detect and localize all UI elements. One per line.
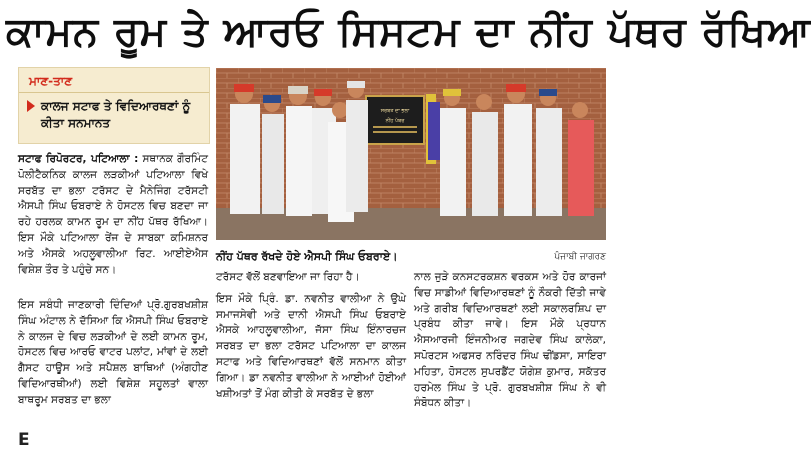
news-photo — [216, 68, 606, 240]
article-column-2 — [216, 270, 406, 402]
photo-credit: ਪੰਜਾਬੀ ਜਾਗਰਣ — [554, 252, 606, 262]
tag-divider — [19, 92, 209, 93]
plaque-line2: ਨੀਂਹ ਪੱਥਰ — [385, 118, 405, 124]
article-paragraph: ਟਰੱਸਟ ਵੱਲੋਂ ਬਣਵਾਇਆ ਜਾ ਰਿਹਾ ਹੈ। — [216, 271, 360, 283]
news-photo-illustration — [216, 68, 606, 240]
article-column-3 — [414, 270, 606, 412]
article-paragraph: ਨਾਲ ਜੁੜੇ ਕਨਸਟਰਕਸ਼ਨ ਵਰਕਸ ਅਤੇ ਹੋਰ ਕਾਰਜਾਂ ਵਿਚ ਸਾਡੀਆਂ ਵਿਦਿਆਰਥਣਾਂ ਨੂੰ ਨੌਕਰੀ ਦਿੱਤੀ ਜਾਵੇ ਅਤੇ ਗਰੀਬ ਵਿਦਿਆਰਥਣਾਂ ਲਈ ਸਕਾਲਰਸ਼ਿਪ ਦਾ ਪ੍ਰਬੰਧ ਕੀਤਾ ਜਾਵੇ। ਇਸ ਮੌਕੇ ਪ੍ਰਧਾਨ ਐਸਆਰਜੀ ਇੰਜਨੀਅਰ ਜਗਦੇਵ ਸਿੰਘ ਕਾਲੇਕਾ, ਸਪੋਰਟਸ ਅਫਸਰ ਨਰਿੰਦਰ ਸਿੰਘ ਢੀਂਡਸਾ, ਸਾਇਰਾ ਮਹਿਤਾ, ਹੋਸਟਲ ਸੁਪਰਡੈਂਟ ਯੋਗੇਸ਼ ਕੁਮਾਰ, ਸਕੱਤਰ ਹਰਮੇਲ ਸਿੰਘ ਤੇ ਪ੍ਰੋ. ਗੁਰਬਖਸ਼ੀਸ਼ ਸਿੰਘ ਨੇ ਵੀ ਸੰਬੋਧਨ ਕੀਤਾ। — [414, 271, 606, 410]
dateline: ਸਟਾਫ ਰਿਪੋਰਟਰ, ਪਟਿਆਲਾ : — [18, 153, 139, 165]
plaque-line1: ਸਰਬਤ ਦਾ ਭਲਾ — [380, 108, 410, 114]
tag-text: ਕਾਲਜ ਸਟਾਫ ਤੇ ਵਿਦਿਆਰਥਣਾਂ ਨੂੰ ਕੀਤਾ ਸਨਮਾਨਤ — [41, 99, 191, 130]
article-column-1 — [18, 298, 208, 409]
tag-box — [18, 67, 210, 144]
tag-label: ਮਾਣ-ਤਾਣ — [29, 74, 73, 88]
article-paragraph: ਇਸ ਸਬੰਧੀ ਜਾਣਕਾਰੀ ਦਿੰਦਿਆਂ ਪ੍ਰੋ.ਗੁਰਬਖਸ਼ੀਸ਼ ਸਿੰਘ ਅੰਟਾਲ ਨੇ ਦੱਸਿਆ ਕਿ ਐਸਪੀ ਸਿੰਘ ਓਬਰਾਏ ਨੇ ਕਾਲਜ ਦੇ ਵਿਚ ਲੜਕੀਆਂ ਦੇ ਲਈ ਕਾਮਨ ਰੂਮ, ਹੋਸਟਲ ਵਿਚ ਆਰਓ ਵਾਟਰ ਪਲਾਂਟ, ਮਾਂਵਾਂ ਦੇ ਲਈ ਗੈਸਟ ਹਾਊਸ ਅਤੇ ਸਪੈਸ਼ਲ ਬਾਥਿਆਂ (ਅੰਗਹੀਣ ਵਿਦਿਆਰਥੀਆਂ) ਲਈ ਵਿਸ਼ੇਸ਼ ਸਹੂਲਤਾਂ ਵਾਲਾ ਬਾਥਰੂਮ ਸਰਬਤ ਦਾ ਭਲਾ — [18, 299, 208, 406]
photo-caption: ਨੀਂਹ ਪੱਥਰ ਰੱਖਦੇ ਹੋਏ ਐਸਪੀ ਸਿੰਘ ਓਬਰਾਏ। — [216, 250, 398, 263]
article-paragraph: ਇਸ ਮੌਕੇ ਪ੍ਰਿੰ. ਡਾ. ਨਵਨੀਤ ਵਾਲੀਆ ਨੇ ਉਘੇ ਸਮਾਜਸੇਵੀ ਅਤੇ ਦਾਨੀ ਐਸਪੀ ਸਿੰਘ ਓਬਰਾਏ ਐਸਕੇ ਆਹਲੂਵਾਲੀਆ, ਜੱਸਾ ਸਿੰਘ ਇੰਨਾਰਚਜ ਸਰਬਤ ਦਾ ਭਲਾ ਟਰੱਸਟ ਪਟਿਆਲਾ ਦਾ ਕਾਲਜ ਸਟਾਫ ਅਤੇ ਵਿਦਿਆਰਥਣਾਂ ਵੱਲੋਂ ਸਨਮਾਨ ਕੀਤਾ ਗਿਆ। ਡਾ ਨਵਨੀਤ ਵਾਲੀਆ ਨੇ ਆਈਆਂ ਹੋਈਆਂ ਖਸ਼ੀਅਤਾਂ ਤੋਂ ਮੰਗ ਕੀਤੀ ਕੇ ਸਰਬੱਤ ਦੇ ਭਲਾ — [216, 292, 406, 400]
footer-mark: E — [18, 430, 30, 450]
lead-text: ਸਥਾਨਕ ਗੌਰਮਿੰਟ ਪੋਲੀਟੈਕਨਿਕ ਕਾਲਜ ਲੜਕੀਆਂ ਪਟਿਆਲਾ ਵਿਖੇ ਸਰਬੱਤ ਦਾ ਭਲਾ ਟਰੱਸਟ ਦੇ ਮੈਨੇਜਿੰਗ ਟਰੱਸਟੀ ਐਸਪੀ ਸਿੰਘ ਓਬਰਾਏ ਨੇ ਹੋਸਟਲ ਵਿਚ ਬਣਦਾ ਜਾ ਰਹੇ ਹਰਲਕ ਕਾਮਨ ਰੂਮ ਦਾ ਨੀਂਹ ਪੱਥਰ ਰੱਖਿਆ। ਇਸ ਮੌਕੇ ਪਟਿਆਲਾ ਰੇਂਜ ਦੇ ਸਾਬਕਾ ਕਮਿਸ਼ਨਰ ਅਤੇ ਐਸਕੇ ਅਹਲੂਵਾਲੀਆ ਰਿਟ. ਆਈਏਐਸ ਵਿਸ਼ੇਸ਼ ਤੌਰ ਤੇ ਪਹੁੰਚੇ ਸਨ। — [18, 153, 209, 276]
lead-paragraph — [18, 152, 208, 278]
headline: ਕਾਮਨ ਰੂਮ ਤੇ ਆਰਓ ਸਿਸਟਮ ਦਾ ਨੀਂਹ ਪੱਥਰ ਰੱਖਿਆ — [6, 9, 811, 55]
triangle-bullet-icon — [27, 100, 35, 112]
